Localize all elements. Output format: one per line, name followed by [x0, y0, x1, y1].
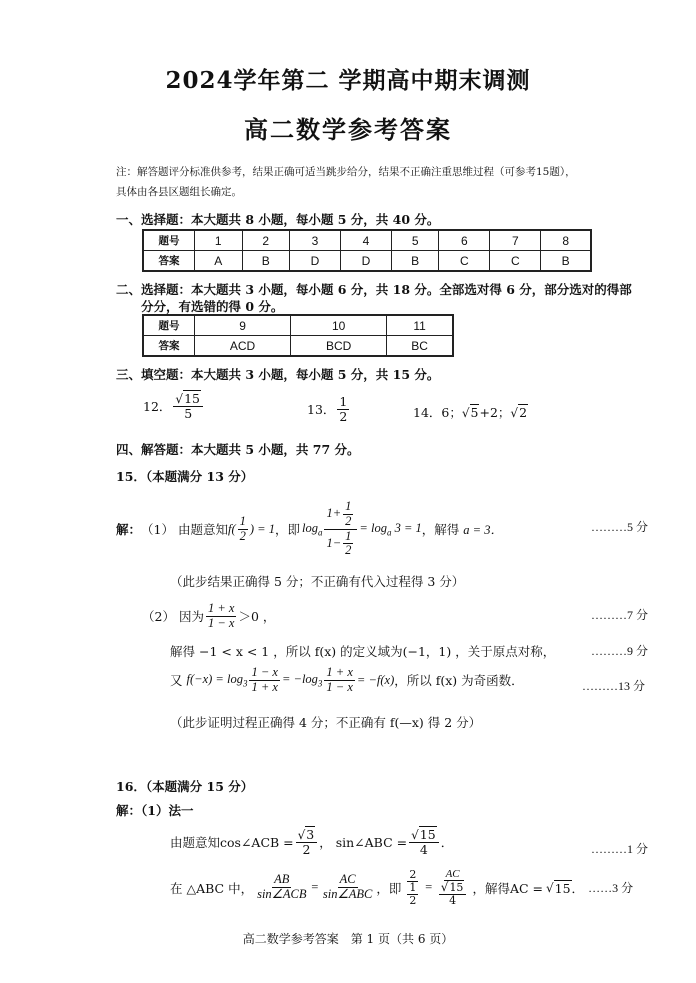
- sqrt-value: 2: [519, 405, 528, 420]
- table-cell: ACD: [195, 336, 291, 357]
- result: a = 3．: [463, 523, 503, 537]
- grading-note-cont: 具体由各县区题组长确定。: [116, 186, 242, 198]
- table-cell: C: [490, 251, 541, 272]
- fraction: 1+ $\frac{1}{2}$ 1− $\frac{1}{2}$: [324, 500, 357, 558]
- sqrt-value: 5: [470, 405, 479, 420]
- row-label: 答案: [143, 336, 195, 357]
- scoring-note: （此步证明过程正确得 4 分；不正确有 f(—x) 得 2 分）: [170, 715, 482, 730]
- question-number: 13．: [307, 402, 336, 418]
- text: 在 △ABC 中，: [170, 880, 254, 896]
- q16-part1-label: [116, 801, 193, 819]
- score: ……3 分: [588, 881, 634, 896]
- table-cell: 2: [242, 230, 290, 251]
- part-label: （1）: [141, 522, 174, 537]
- table-cell: BC: [387, 336, 453, 357]
- table-cell: 6: [439, 230, 490, 251]
- row-label: 答案: [143, 251, 195, 272]
- fraction: $\frac{2}{\frac{1}{2}}$: [409, 867, 417, 907]
- table-cell: 1: [195, 230, 243, 251]
- formula: f(: [227, 521, 236, 536]
- table-cell: D: [290, 251, 341, 272]
- fraction: $\frac{√15}{5}$: [173, 392, 203, 421]
- q16-line1: 由题意知cos∠ACB = $\frac{√3}{2}$ ， sin∠ABC = $\frac{√15}{4}$ ．: [170, 827, 454, 858]
- table-cell: D: [340, 251, 391, 272]
- text: 又: [170, 673, 183, 689]
- text: ，即: [376, 880, 402, 896]
- text: ，即: [274, 522, 300, 537]
- fraction: $\frac{AC}{\frac{√15}{4}}$: [435, 868, 471, 907]
- page-footer: 高二数学参考答案 第 1 页（共 6 页）: [242, 932, 454, 946]
- table-cell: 9: [195, 315, 291, 336]
- table-row: [143, 230, 591, 251]
- question-number: 12．: [143, 399, 172, 415]
- scoring-note: （此步结果正确得 5 分；不正确有代入过程得 3 分）: [170, 574, 465, 589]
- fraction: $\frac{√15}{4}$: [409, 828, 439, 857]
- q16-heading: 16．（本题满分 15 分）: [116, 779, 254, 794]
- table-cell: 3: [290, 230, 341, 251]
- text: ，解得: [421, 522, 460, 537]
- table-cell: B: [541, 251, 591, 272]
- sqrt-value: 15: [184, 391, 200, 406]
- row-label: 题号: [143, 230, 195, 251]
- solution-label: 解：: [116, 522, 142, 537]
- page-subtitle: 高二数学参考答案: [244, 115, 452, 144]
- section3-title: 三、填空题：本大题共 3 小题，每小题 5 分，共 15 分。: [116, 367, 440, 382]
- table-row: [143, 336, 453, 357]
- text: ，所以 f(x) 为奇函数．: [394, 673, 524, 689]
- table-cell: 7: [490, 230, 541, 251]
- text: ，解得AC =: [472, 880, 543, 896]
- score: ………9 分: [591, 644, 649, 658]
- part-label: （1）法一: [141, 803, 194, 818]
- text: 因为: [178, 609, 204, 625]
- grading-note: 注：解答题评分标准供参考，结果正确可适当跳步给分，结果不正确注重思维过程（可参考15题），: [116, 166, 576, 178]
- q16-line2: 在 △ABC 中， $\frac{AB}{\text{sin∠ACB}}$ = $\frac{AC}{\text{sin∠ABC}}$ ，即 $\frac{2}{\frac{1}{2}}$ = $\frac{AC}{\frac{√15}{4}}$ ，解得AC = √ 15 ． ……3 分: [170, 867, 634, 908]
- section4-title: 四、解答题：本大题共 5 小题，共 77 分。: [116, 442, 360, 457]
- solution-label: 解：: [116, 803, 142, 818]
- section1-title: 一、选择题：本大题共 8 小题，每小题 5 分，共 40 分。: [116, 212, 440, 227]
- q15-part1: 解： （1） 由题意知 f( $\frac{1}{2}$ ) = 1 ，即 $\log_a$ 1+ $\frac{1}{2}$ 1− $\frac{1}{2}$ = $\log_a 3 = 1$ ，解得 a = 3．: [116, 499, 503, 558]
- answer-12: [143, 392, 205, 421]
- fraction: $\frac{AC}{\text{sin∠ABC}}$: [322, 872, 373, 902]
- part-label: （2）: [142, 609, 175, 625]
- question-number: 14．: [413, 405, 442, 420]
- answer-part: +2；: [479, 405, 511, 420]
- score: ………5 分: [591, 520, 649, 534]
- text: 由题意知cos∠ACB =: [170, 835, 294, 851]
- row-label: 题号: [143, 315, 195, 336]
- fraction: $\frac{AB}{\text{sin∠ACB}}$: [257, 872, 307, 902]
- fraction: $\frac{1 + x}{1 - x}$: [326, 665, 353, 694]
- q15-part2: [142, 602, 275, 631]
- table-cell: 4: [340, 230, 391, 251]
- answer-table-2: [142, 314, 454, 357]
- table-cell: 10: [291, 315, 387, 336]
- text: ＞0 ，: [238, 609, 276, 625]
- table-cell: A: [195, 251, 243, 272]
- table-cell: 5: [391, 230, 439, 251]
- denominator: 5: [184, 406, 193, 422]
- text: 由题意知: [177, 522, 228, 537]
- fraction: $\frac{1 - x}{1 + x}$: [251, 665, 278, 694]
- table-cell: B: [391, 251, 439, 272]
- q15-heading: 15．（本题满分 13 分）: [116, 469, 254, 484]
- fraction: $\frac{1}{2}$: [239, 513, 246, 543]
- numerator: 1: [339, 394, 348, 409]
- answer-13: [307, 395, 351, 424]
- answer-table-1: [142, 229, 592, 272]
- answer-14: 14．6；√5+2；√2: [413, 405, 528, 420]
- table-row: [143, 315, 453, 336]
- denominator: 2: [339, 408, 348, 424]
- table-cell: C: [439, 251, 490, 272]
- text: ， sin∠ABC =: [319, 835, 408, 851]
- fraction: $\frac{1 + x}{1 - x}$: [207, 601, 235, 630]
- table-cell: 8: [541, 230, 591, 251]
- fraction: [337, 395, 349, 424]
- table-cell: 11: [387, 315, 453, 336]
- section2-title: 二、选择题：本大题共 3 小题，每小题 6 分，共 18 分。全部选对得 6 分，部分选对的得部: [116, 282, 632, 297]
- table-cell: B: [242, 251, 290, 272]
- score: ………1 分: [591, 842, 649, 856]
- table-cell: BCD: [291, 336, 387, 357]
- score: ………13 分: [582, 679, 646, 693]
- q15-odd-line: 又 $f(-x) = \log_3$ $\frac{1 - x}{1 + x}$ = $-\log_3$ $\frac{1 + x}{1 - x}$ = −f(x) ，所以 f(x) 为奇函数．: [170, 665, 524, 694]
- fraction: $\frac{√3}{2}$: [296, 828, 318, 857]
- answer-part: 6；: [441, 405, 462, 420]
- table-row: [143, 251, 591, 272]
- page-title: 2024学年第二 学期高中期末调测: [165, 67, 531, 94]
- q15-domain-line: 解得 −1 < x < 1 ，所以 f(x) 的定义域为(−1，1) ，关于原点对称，: [170, 644, 556, 659]
- section2-title-cont: 分分，有选错的得 0 分。: [141, 299, 284, 314]
- score: ………7 分: [591, 608, 649, 622]
